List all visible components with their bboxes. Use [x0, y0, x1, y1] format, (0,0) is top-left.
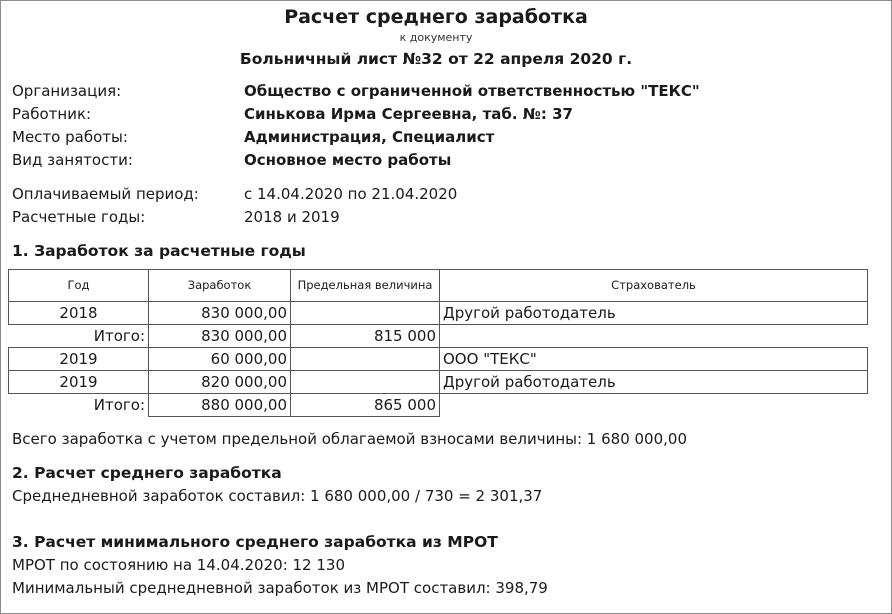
report-subtitle: к документу: [399, 31, 473, 44]
document-reference: Больничный лист №32 от 22 апреля 2020 г.: [239, 50, 633, 68]
table-header-row: [9, 270, 868, 302]
paid-period-value: с 14.04.2020 по 21.04.2020: [244, 185, 458, 203]
subtotal-amount: 830 000,00: [149, 325, 291, 348]
empty-cell: [440, 325, 868, 348]
workplace-value: Администрация, Специалист: [244, 128, 495, 146]
year-cell: 2019: [9, 348, 149, 371]
report-title: Расчет среднего заработка: [284, 6, 588, 28]
mrot-text: МРОТ по состоянию на 14.04.2020: 12 130: [12, 556, 345, 574]
organization-value: Общество с ограниченной ответственностью "ТЕКС": [244, 82, 700, 100]
subtotal-limit: 815 000: [291, 325, 440, 348]
year-cell: 2018: [9, 302, 149, 325]
empty-cell: [440, 394, 868, 417]
table-subtotal-row: [9, 394, 868, 417]
table-row: [9, 348, 868, 371]
header-earnings: Заработок: [149, 270, 291, 302]
employment-type-value: Основное место работы: [244, 151, 452, 169]
table-row: [9, 371, 868, 394]
section1-title: 1. Заработок за расчетные годы: [12, 242, 306, 260]
year-cell: 2019: [9, 371, 149, 394]
employment-type-label: Вид занятости:: [12, 151, 133, 169]
limit-cell: [291, 302, 440, 325]
header-limit: Предельная величина: [291, 270, 440, 302]
subtotal-amount: 880 000,00: [149, 394, 291, 417]
paid-period-label: Оплачиваемый период:: [12, 185, 199, 203]
header-insurer: Страхователь: [440, 270, 868, 302]
employee-value: Синькова Ирма Сергеевна, таб. №: 37: [244, 105, 573, 123]
limit-cell: [291, 371, 440, 394]
organization-label: Организация:: [12, 82, 122, 100]
subtotal-limit: 865 000: [291, 394, 440, 417]
earnings-table: [8, 269, 868, 417]
workplace-label: Место работы:: [12, 128, 128, 146]
insurer-cell: ООО "ТЕКС": [440, 348, 868, 371]
section2-title: 2. Расчет среднего заработка: [12, 464, 282, 482]
average-daily-text: Среднедневной заработок составил: 1 680 000,00 / 730 = 2 301,37: [12, 487, 543, 505]
insurer-cell: Другой работодатель: [440, 302, 868, 325]
section3-title: 3. Расчет минимального среднего заработка из МРОТ: [12, 533, 498, 551]
subtotal-label: Итого:: [93, 396, 145, 415]
calc-years-value: 2018 и 2019: [244, 208, 340, 226]
employee-label: Работник:: [12, 105, 92, 123]
table-row: [9, 302, 868, 325]
limit-cell: [291, 348, 440, 371]
amount-cell: 830 000,00: [149, 302, 291, 325]
table-subtotal-row: [9, 325, 868, 348]
header-year: Год: [9, 270, 149, 302]
calc-years-label: Расчетные годы:: [12, 208, 146, 226]
amount-cell: 60 000,00: [149, 348, 291, 371]
insurer-cell: Другой работодатель: [440, 371, 868, 394]
total-earnings-text: Всего заработка с учетом предельной облагаемой взносами величины: 1 680 000,00: [12, 430, 687, 448]
min-daily-text: Минимальный среднедневной заработок из МРОТ составил: 398,79: [12, 579, 548, 597]
amount-cell: 820 000,00: [149, 371, 291, 394]
subtotal-label: Итого:: [93, 327, 145, 345]
